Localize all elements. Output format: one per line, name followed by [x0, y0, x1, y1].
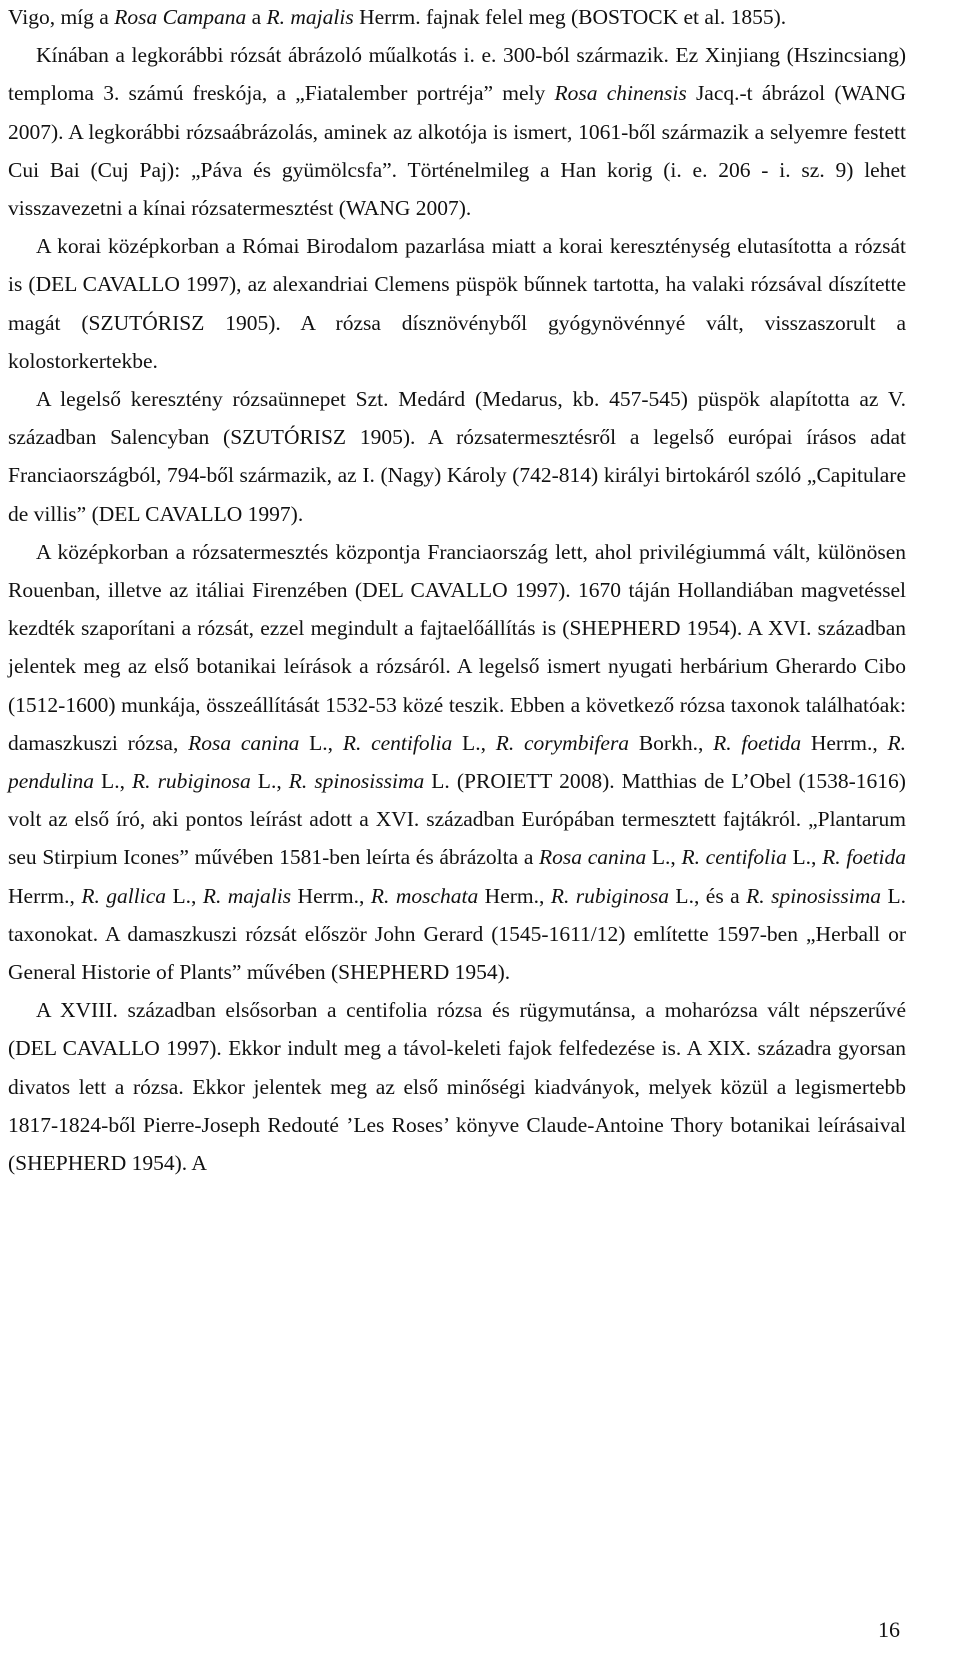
italic-taxon-text: R. centifolia	[681, 845, 787, 870]
italic-taxon-text: R. corymbifera	[495, 730, 630, 755]
italic-taxon-text: R. foetida	[822, 845, 906, 870]
paragraph-text: Jacq.-t ábrázol (WANG 2007). A legkorábbi rózsaábrázolás, aminek az alkotója is ismert, 1061-ből származik a selyemre festett Cui Bai (Cuj Paj): „Páva és gyümölcsfa”. Történelmileg a Han korig (i. e. 206 - i. sz. 9) lehet visszavezetni a kínai rózsatermesztést (WANG 2007).	[8, 81, 906, 221]
italic-taxon-text: R. gallica	[81, 883, 167, 908]
paragraph-text: A középkorban a rózsatermesztés központja Franciaország lett, ahol privilégiummá vált, különösen Rouenban, illetve az itáliai Firenzében (DEL CAVALLO 1997). 1670 táján Hollandiában magvetéssel kezdték szaporítani a rózsát, ezzel megindult a fajtaelőállítás is (SHEPHERD 1954). A XVI. században jelentek meg az első botanikai leírások a rózsáról. A legelső ismert nyugati herbárium Gherardo Cibo (1512-1600) munkája, összeállítását 1532-53 közé teszik. Ebben a következő rózsa taxonok találhatóak: damaszkuszi rózsa,	[8, 539, 906, 755]
document-page	[8, 0, 906, 1182]
paragraph-text: L.,	[646, 845, 682, 870]
page-number: 16	[878, 1617, 900, 1642]
paragraph-text: L. taxonokat. A damaszkuszi rózsát először John Gerard (1545-1611/12) említette 1597-ben „Herball or General Historie of Plants” művében (SHEPHERD 1954).	[8, 883, 906, 985]
paragraph-text: Herm.,	[478, 883, 551, 908]
paragraph-text: A korai középkorban a Római Birodalom pazarlása miatt a korai kereszténység elutasította a rózsát is (DEL CAVALLO 1997), az alexandriai Clemens püspök bűnnek tartotta, ha valaki rózsával díszítette magát (SZUTÓRISZ 1905). A rózsa dísznövényből gyógynövénnyé vált, visszaszorult a kolostorkertekbe.	[8, 234, 906, 373]
paragraph-text: L.,	[299, 730, 343, 755]
paragraph	[8, 380, 906, 533]
paragraph-text: L. (PROIETT 2008). Matthias de L’Obel (1538-1616) volt az első író, aki pontos leírást adott a XVI. században Európában termesztett fajtákról. „Plantarum seu Stirpium Icones” művében 1581-ben leírta és ábrázolta a	[8, 769, 906, 870]
paragraph-text: L.,	[166, 883, 203, 908]
paragraph	[8, 533, 906, 991]
paragraph	[8, 991, 906, 1182]
italic-taxon-text: Rosa Campana	[114, 5, 247, 29]
paragraph	[8, 227, 906, 380]
paragraph-text: Kínában a legkorábbi rózsát ábrázoló műalkotás i. e. 300-ból származik. Ez Xinjiang (Hszincsiang) temploma 3. számú freskója, a „Fiatalember portréja” mely	[8, 43, 906, 106]
paragraph-text: L.,	[250, 769, 289, 794]
italic-taxon-text: R. rubiginosa	[550, 883, 669, 908]
paragraph-text: L.,	[452, 730, 496, 755]
paragraph-text: Vigo, míg a	[8, 5, 115, 29]
italic-taxon-text: R. spinosissima	[746, 883, 881, 908]
paragraph-text: L.,	[786, 845, 823, 870]
italic-taxon-text: R. spinosissima	[288, 769, 425, 794]
italic-taxon-text: R. foetida	[713, 730, 802, 755]
paragraph-text: Herrm.,	[291, 883, 371, 908]
italic-taxon-text: Rosa canina	[188, 730, 300, 755]
paragraph-text: Herrm. fajnak felel meg (BOSTOCK et al. 1855).	[353, 5, 787, 29]
italic-taxon-text: Rosa canina	[539, 845, 647, 870]
paragraph-text: L., és a	[668, 883, 747, 908]
italic-taxon-text: Rosa chinensis	[554, 81, 687, 106]
paragraph-text: Herrm.,	[801, 730, 888, 755]
paragraph-text: A XVIII. században elsősorban a centifolia rózsa és rügymutánsa, a moharózsa vált népszerűvé (DEL CAVALLO 1997). Ekkor indult meg a távol-keleti fajok felfedezése is. A XIX. századra gyorsan divatos lett a rózsa. Ekkor jelentek meg az első minőségi kiadványok, melyek közül a legismertebb 1817-1824-ből Pierre-Joseph Redouté ’Les Roses’ könyve Claude-Antoine Thory botanikai leírásaival (SHEPHERD 1954). A	[8, 998, 906, 1176]
italic-taxon-text: R. pendulina	[8, 730, 906, 794]
paragraph-text: A legelső keresztény rózsaünnepet Szt. Medárd (Medarus, kb. 457-545) püspök alapította az V. században Salencyban (SZUTÓRISZ 1905). A rózsatermesztésről a legelső európai írásos adat Franciaországból, 794-ből származik, az I. (Nagy) Károly (742-814) királyi birtokáról szóló „Capitulare de villis” (DEL CAVALLO 1997).	[8, 387, 906, 526]
paragraph-text: Herrm.,	[8, 883, 82, 908]
body-text	[8, 0, 906, 1182]
paragraph	[8, 36, 906, 227]
italic-taxon-text: R. majalis	[202, 883, 292, 908]
paragraph-text: a	[246, 5, 267, 29]
italic-taxon-text: R. rubiginosa	[132, 769, 251, 794]
paragraph-text: Borkh.,	[629, 730, 714, 755]
italic-taxon-text: R. moschata	[370, 883, 479, 908]
paragraph-text: L.,	[94, 769, 132, 794]
paragraph	[8, 0, 906, 36]
italic-taxon-text: R. majalis	[266, 5, 354, 29]
italic-taxon-text: R. centifolia	[342, 730, 453, 755]
